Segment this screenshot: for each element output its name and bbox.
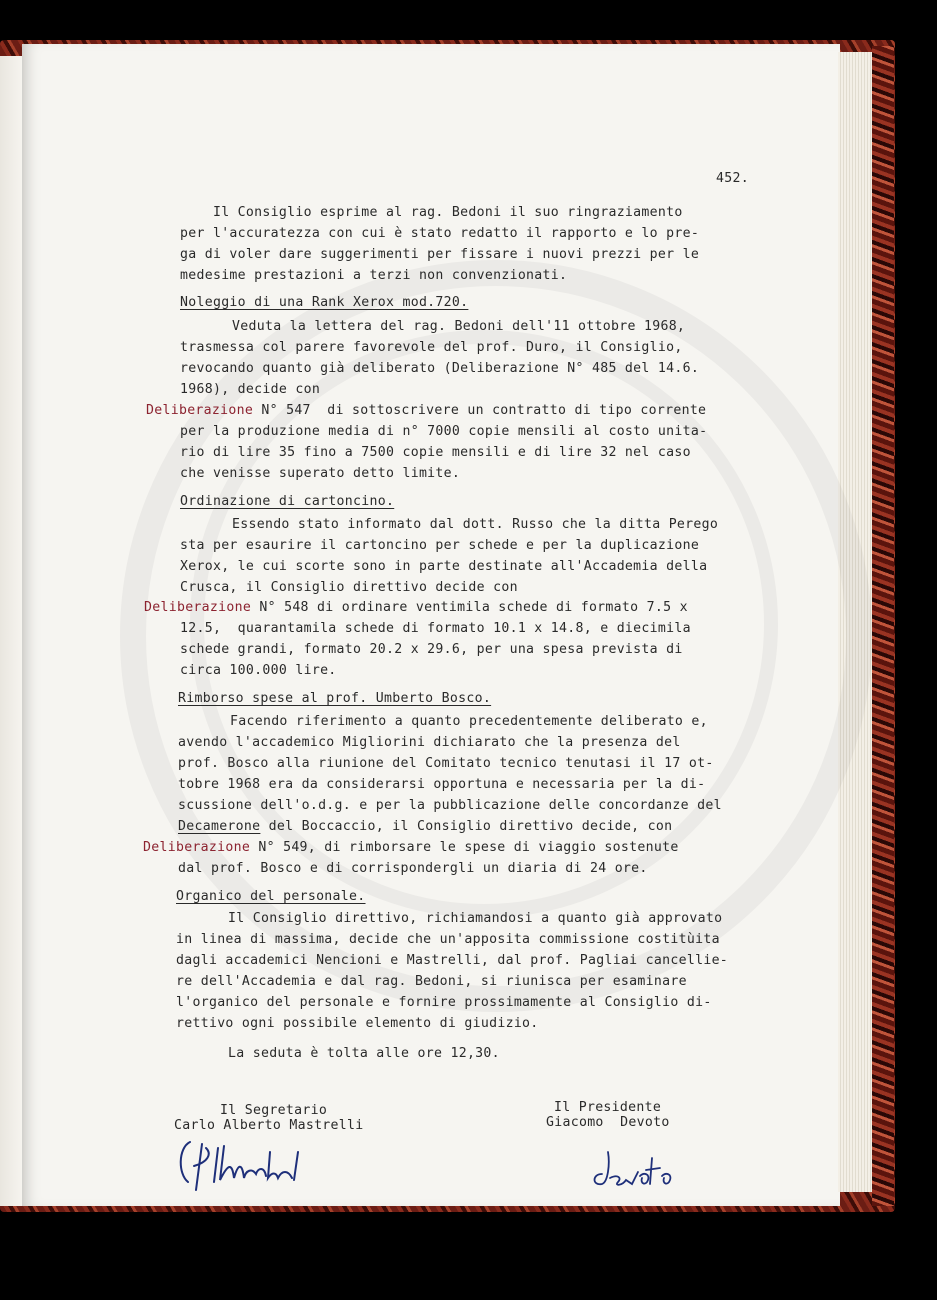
closing-line: La seduta è tolta alle ore 12,30. [228, 1046, 500, 1061]
deliberation-label: Deliberazione [144, 600, 252, 615]
para4b-line: dal prof. Bosco e di corrispondergli un diaria di 24 ore. [178, 861, 648, 876]
para4-line [178, 820, 672, 833]
para1-line: medesime prestazioni a terzi non convenzionati. [180, 268, 568, 283]
deliberation-line [143, 841, 679, 854]
para2-line: revocando quanto già deliberato (Deliberazione N° 485 del 14.6. [180, 361, 700, 376]
deliberation-line [144, 601, 688, 614]
para3-line: sta per esaurire il cartoncino per schede e per la duplicazione [180, 538, 700, 553]
section-heading: Organico del personale. [176, 889, 366, 904]
secretary-name: Carlo Alberto Mastrelli [174, 1118, 364, 1133]
para3b-line: 12.5, quarantamila schede di formato 10.1 x 14.8, e diecimila [180, 621, 691, 636]
para4-line: scussione dell'o.d.g. e per la pubblicazione delle concordanze del [178, 798, 722, 813]
deliberation-text: N° 547 di sottoscrivere un contratto di tipo corrente [253, 403, 707, 418]
para2b-line: rio di lire 35 fino a 7500 copie mensili e di lire 32 nel caso [180, 445, 691, 460]
para1-line: per l'accuratezza con cui è stato redatto il rapporto e lo pre- [180, 226, 700, 241]
para3b-line: circa 100.000 lire. [180, 663, 337, 678]
president-name: Giacomo Devoto [546, 1115, 670, 1130]
president-signature [588, 1144, 684, 1188]
secretary-signature [172, 1134, 312, 1192]
para4-line: tobre 1968 era da considerarsi opportuna e necessaria per la di- [178, 777, 706, 792]
section-heading: Ordinazione di cartoncino. [180, 494, 395, 509]
para5-line: rettivo ogni possibile elemento di giudizio. [176, 1016, 539, 1031]
para3-line: Xerox, le cui scorte sono in parte destinate all'Accademia della [180, 559, 708, 574]
para1-line: ga di voler dare suggerimenti per fissare i nuovi prezzi per le [180, 247, 700, 262]
decamerone-title: Decamerone [178, 819, 261, 834]
president-title: Il Presidente [554, 1100, 662, 1115]
deliberation-text: N° 548 di ordinare ventimila schede di formato 7.5 x [251, 600, 688, 615]
para1-line: Il Consiglio esprime al rag. Bedoni il suo ringraziamento [180, 205, 683, 220]
page-number: 452. [716, 171, 749, 186]
para4-line: avendo l'accademico Migliorini dichiarato che la presenza del [178, 735, 681, 750]
para2b-line: che venisse superato detto limite. [180, 466, 461, 481]
deliberation-line [146, 404, 706, 417]
para3-line: Crusca, il Consiglio direttivo decide con [180, 580, 518, 595]
para2-line: 1968), decide con [180, 382, 321, 397]
para5-line: in linea di massima, decide che un'apposita commissione costitùita [176, 932, 720, 947]
para2b-line: per la produzione media di n° 7000 copie mensili al costo unita- [180, 424, 708, 439]
para2-line: Veduta la lettera del rag. Bedoni dell'11 ottobre 1968, [232, 319, 686, 334]
para5-line: Il Consiglio direttivo, richiamandosi a quanto già approvato [228, 911, 723, 926]
section-heading: Noleggio di una Rank Xerox mod.720. [180, 295, 469, 310]
section-heading: Rimborso spese al prof. Umberto Bosco. [178, 691, 492, 706]
para5-line: l'organico del personale e fornire prossimamente al Consiglio di- [176, 995, 712, 1010]
deliberation-text: N° 549, di rimborsare le spese di viaggio sostenute [250, 840, 679, 855]
para5-line: dagli accademici Nencioni e Mastrelli, dal prof. Pagliai cancellie- [176, 953, 729, 968]
para2-line: trasmessa col parere favorevole del prof. Duro, il Consiglio, [180, 340, 683, 355]
para3b-line: schede grandi, formato 20.2 x 29.6, per una spesa prevista di [180, 642, 683, 657]
deliberation-label: Deliberazione [146, 403, 254, 418]
deliberation-label: Deliberazione [143, 840, 251, 855]
secretary-title: Il Segretario [220, 1103, 328, 1118]
para4-line: Facendo riferimento a quanto precedentemente deliberato e, [230, 714, 708, 729]
para4-line: prof. Bosco alla riunione del Comitato tecnico tenutasi il 17 ot- [178, 756, 714, 771]
para5-line: re dell'Accademia e dal rag. Bedoni, si riunisca per esaminare [176, 974, 687, 989]
para4-text: del Boccaccio, il Consiglio direttivo decide, con [260, 819, 673, 834]
para3-line: Essendo stato informato dal dott. Russo che la ditta Perego [232, 517, 719, 532]
